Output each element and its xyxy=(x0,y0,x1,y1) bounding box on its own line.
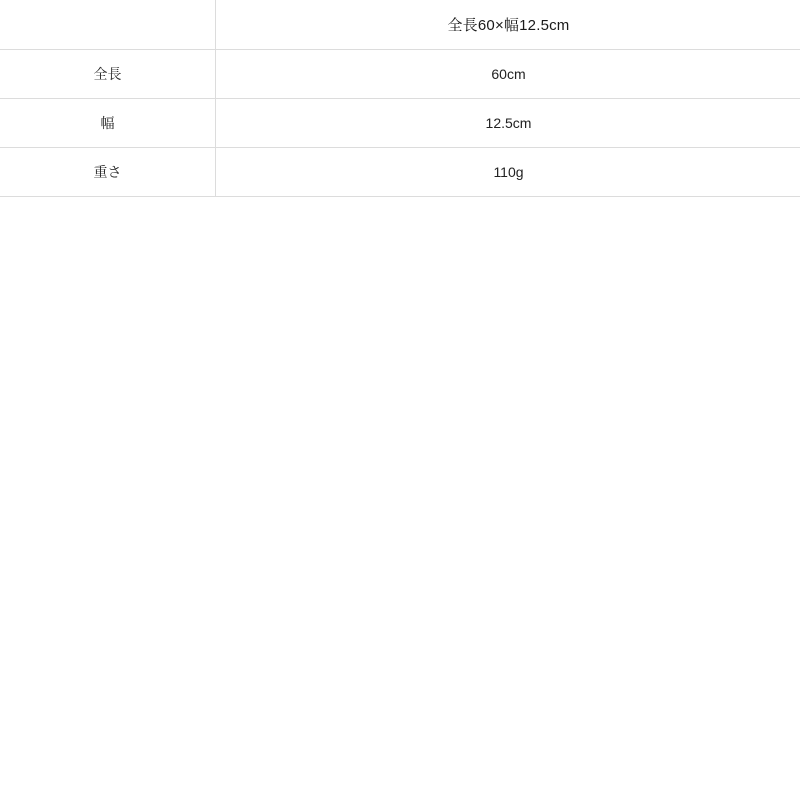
row-label-weight: 重さ xyxy=(0,147,216,196)
row-label-length: 全長 xyxy=(0,49,216,98)
header-size-cell: 全長60×幅12.5cm xyxy=(216,0,800,49)
table-row xyxy=(0,49,800,98)
table-header-row xyxy=(0,0,800,49)
table-row xyxy=(0,147,800,196)
row-value-length: 60cm xyxy=(216,49,800,98)
header-blank-cell xyxy=(0,0,216,49)
specification-table xyxy=(0,0,800,197)
row-value-weight: 110g xyxy=(216,147,800,196)
row-label-width: 幅 xyxy=(0,98,216,147)
table-row xyxy=(0,98,800,147)
row-value-width: 12.5cm xyxy=(216,98,800,147)
